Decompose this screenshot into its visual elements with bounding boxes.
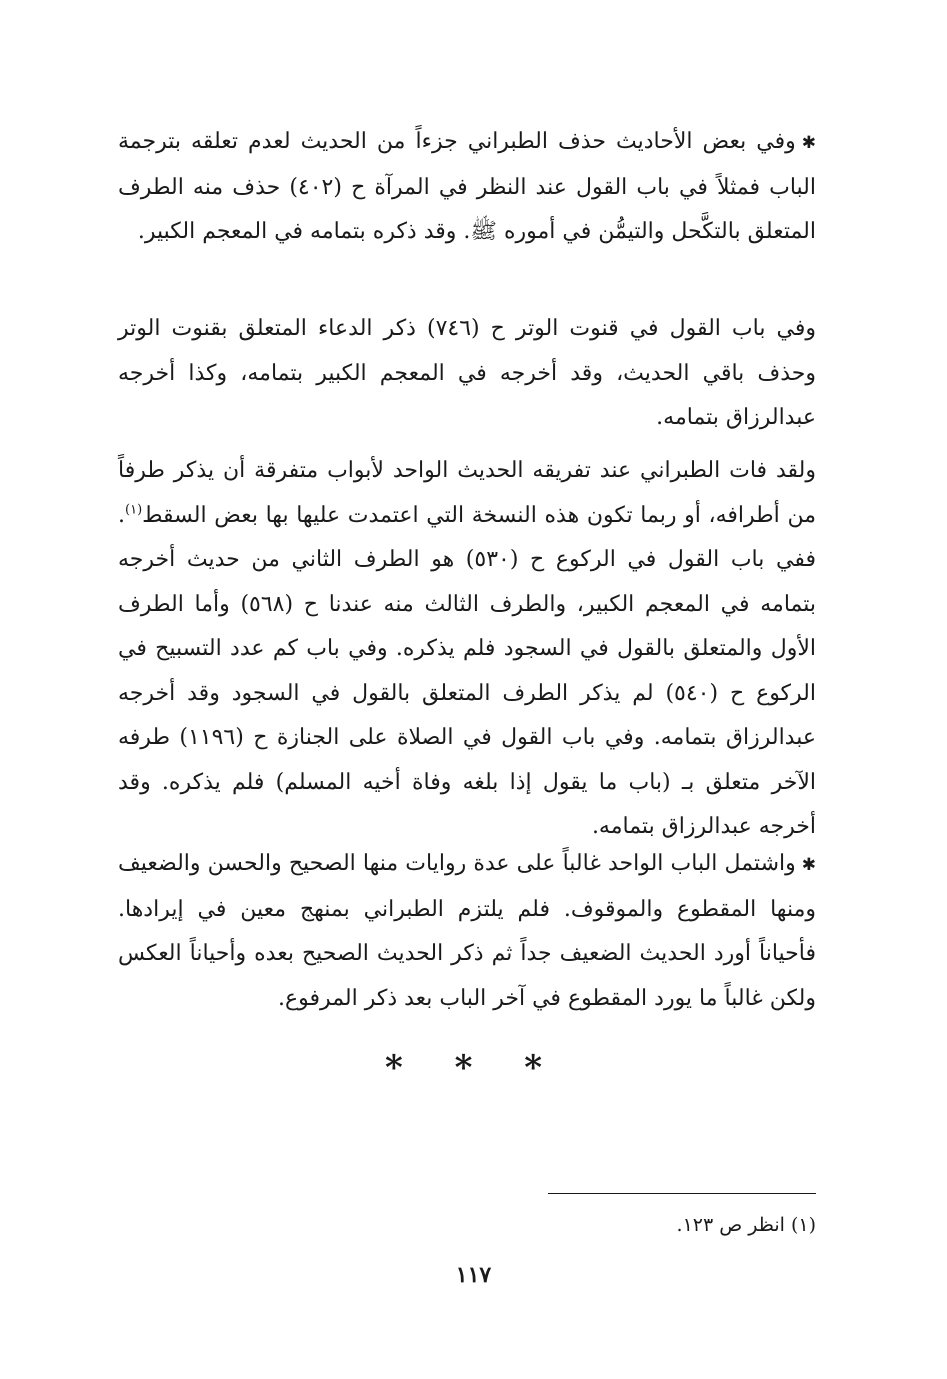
footnote: (١) انظر ص ١٢٣. — [676, 1214, 816, 1236]
footnote-reference[interactable]: (١) — [125, 502, 143, 518]
page-number: ١١٧ — [455, 1262, 492, 1288]
paragraph-narration-grades — [118, 842, 816, 1021]
paragraph-text: وفي باب القول في قنوت الوتر ح (٧٤٦) ذكر الدعاء المتعلق بقنوت الوتر وحذف باقي الحديث، وقد أخرجه في المعجم الكبير بتمامه، وكذا أخرجه عبدالرزاق بتمامه. — [118, 316, 816, 430]
section-divider: * * * — [384, 1048, 562, 1088]
paragraph-omitted-hadith-parts — [118, 120, 816, 255]
paragraph-text: واشتمل الباب الواحد غالباً على عدة روايات منها الصحيح والحسن والضعيف ومنها المقطوع والموقوف. فلم يلتزم الطبراني بمنهج معين في إيرادها. فأحياناً أورد الحديث الضعيف جداً ثم ذكر الحديث الصحيح بعده وأحياناً العكس ولكن غالباً ما يورد المقطوع في آخر الباب بعد ذكر المرفوع. — [118, 851, 816, 1011]
paragraph-text-continued: . ففي باب القول في الركوع ح (٥٣٠) هو الطرف الثاني من حديث أخرجه بتمامه في المعجم الكبير، والطرف الثالث منه عندنا ح (٥٦٨) وأما الطرف الأول والمتعلق بالقول في السجود فلم يذكره. وفي باب كم عدد التسبيح في الركوع ح (٥٤٠) لم يذكر الطرف المتعلق بالقول في السجود وقد أخرجه عبدالرزاق بتمامه. وفي باب القول في الصلاة على الجنازة ح (١١٩٦) طرفه الآخر متعلق بـ (باب ما يقول إذا بلغه وفاة أخيه المسلم) فلم يذكره. وقد أخرجه عبدالرزاق بتمامه. — [118, 502, 817, 839]
paragraph-text: وفي بعض الأحاديث حذف الطبراني جزءاً من الحديث لعدم تعلقه بترجمة الباب فمثلاً في باب القول عند النظر في المرآة ح (٤٠٢) حذف منه الطرف المتعلق بالتكَّحل والتيمُّن في أموره ﷺ. وقد ذكره بتمامه في المعجم الكبير. — [118, 129, 817, 244]
paragraph-marker-icon: ✱ — [801, 133, 816, 153]
paragraph-text: ولقد فات الطبراني عند تفريقه الحديث الواحد لأبواب متفرقة أن يذكر طرفاً من أطرافه، أو ربما تكون هذه النسخة التي اعتمدت عليها بها بعض السقط — [118, 458, 816, 528]
paragraph-marker-icon: ✱ — [801, 855, 816, 875]
paragraph-witr-qunut — [118, 307, 816, 441]
paragraph-missing-parts — [118, 449, 816, 850]
footnote-divider — [548, 1193, 816, 1194]
